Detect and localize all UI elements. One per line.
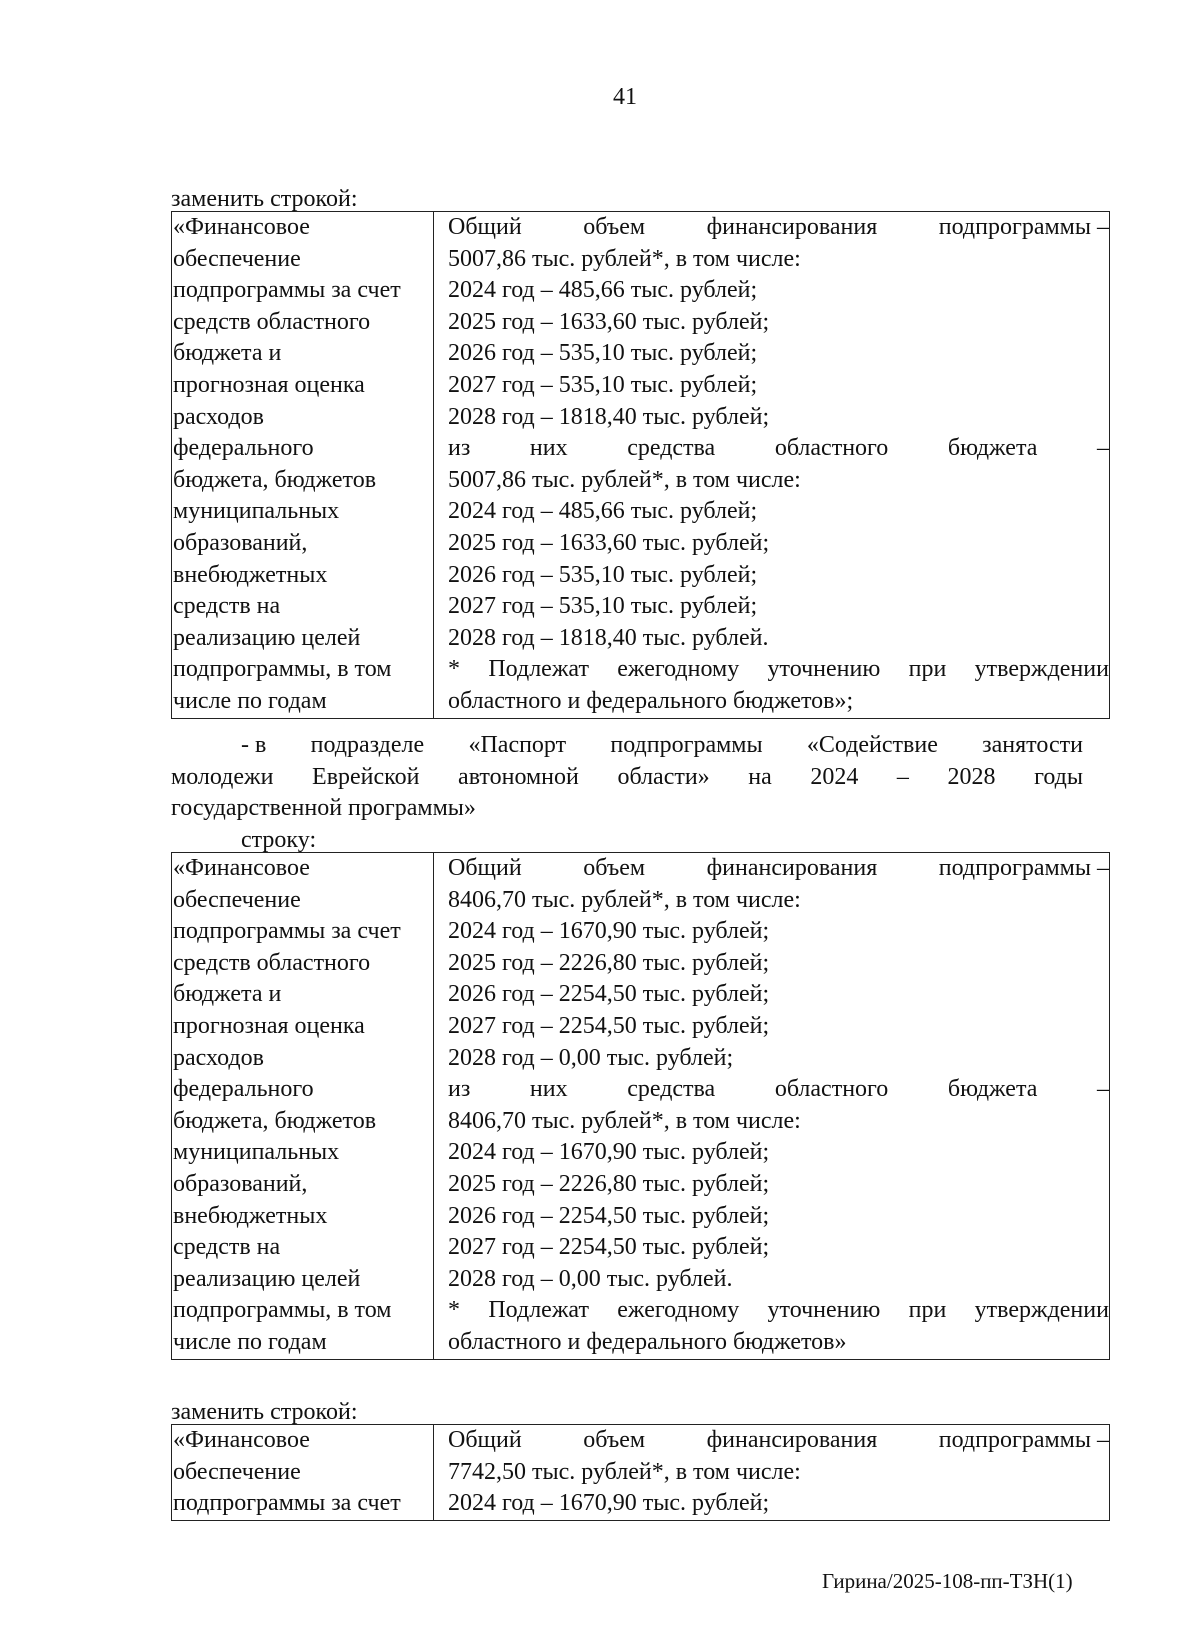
- left-line: подпрограммы за счет: [173, 1490, 401, 1517]
- word: годы: [1034, 763, 1083, 790]
- word: Подлежат: [488, 656, 589, 683]
- left-line: муниципальных: [173, 1139, 340, 1166]
- word: –: [1096, 1076, 1109, 1103]
- left-line: подпрограммы за счет: [173, 277, 401, 304]
- left-line: бюджета, бюджетов: [173, 1107, 377, 1134]
- table-row: [172, 212, 1110, 719]
- left-line: подпрограммы, в том: [173, 656, 392, 683]
- total-line: [448, 1425, 1109, 1457]
- left-line: обеспечение: [173, 886, 301, 913]
- word: –: [1096, 435, 1109, 462]
- left-line: внебюджетных: [173, 561, 328, 588]
- table-2: [171, 852, 1110, 1360]
- note-end: областного и федерального бюджетов»: [448, 1328, 847, 1355]
- year-line: 2026 год – 535,10 тыс. рублей;: [448, 561, 758, 588]
- note-line: [448, 1295, 1109, 1327]
- year-line: 2028 год – 1818,40 тыс. рублей;: [448, 403, 770, 430]
- word: Подлежат: [488, 1297, 589, 1324]
- total-value: 5007,86 тыс. рублей*, в том числе:: [448, 245, 801, 272]
- table-3-left-cell: [172, 1425, 434, 1521]
- word: подпрограммы: [610, 732, 763, 758]
- table-2-right-cell: [434, 853, 1110, 1360]
- total-line: [448, 212, 1109, 244]
- table-row: [172, 1425, 1110, 1521]
- word: бюджета: [947, 1076, 1038, 1103]
- left-line: прогнозная оценка: [173, 371, 365, 398]
- word: ежегодному: [617, 1297, 740, 1324]
- word: подпрограммы –: [938, 1427, 1109, 1453]
- note-end: областного и федерального бюджетов»;: [448, 687, 854, 714]
- page-number: 41: [613, 84, 637, 110]
- table-1-right-cell: [434, 212, 1110, 719]
- left-line: подпрограммы за счет: [173, 918, 401, 945]
- year-line: 2028 год – 0,00 тыс. рублей.: [448, 1265, 733, 1292]
- left-line: расходов: [173, 1044, 264, 1071]
- total-line: [448, 853, 1109, 885]
- year-line: 2025 год – 1633,60 тыс. рублей;: [448, 529, 770, 556]
- left-line: подпрограммы, в том: [173, 1297, 392, 1324]
- word: области»: [617, 763, 710, 790]
- replace-label-1: заменить строкой:: [171, 186, 358, 212]
- year-line: 2024 год – 485,66 тыс. рублей;: [448, 277, 758, 304]
- word: на: [748, 763, 772, 790]
- left-line: образований,: [173, 1170, 308, 1197]
- left-line: «Финансовое: [173, 1427, 310, 1453]
- word: занятости: [982, 732, 1083, 758]
- year-line: 2024 год – 1670,90 тыс. рублей;: [448, 918, 770, 945]
- word: объем: [583, 214, 646, 240]
- replace-label-2: заменить строкой:: [171, 1399, 358, 1425]
- table-1: [171, 211, 1110, 719]
- table-1-left-cell: [172, 212, 434, 719]
- word: них: [529, 435, 568, 462]
- word: финансирования: [706, 1427, 878, 1453]
- word: объем: [583, 1427, 646, 1453]
- word: утверждении: [974, 656, 1109, 683]
- word: подразделе: [310, 732, 425, 758]
- subsection-paragraph: [171, 730, 1083, 825]
- left-line: реализацию целей: [173, 1265, 361, 1292]
- left-line: бюджета и: [173, 981, 282, 1008]
- word: при: [908, 656, 947, 683]
- row-label: строку:: [241, 827, 317, 853]
- year-line: 2027 год – 535,10 тыс. рублей;: [448, 593, 758, 620]
- word: средства: [627, 435, 716, 462]
- year-line: 2025 год – 1633,60 тыс. рублей;: [448, 308, 770, 335]
- year-line: 2028 год – 1818,40 тыс. рублей.: [448, 624, 769, 651]
- paragraph-line: государственной программы»: [171, 795, 476, 822]
- left-line: бюджета, бюджетов: [173, 466, 377, 493]
- year-line: 2027 год – 2254,50 тыс. рублей;: [448, 1234, 770, 1261]
- word: *: [448, 1297, 460, 1324]
- word: объем: [583, 855, 646, 881]
- left-line: прогнозная оценка: [173, 1012, 365, 1039]
- regional-line: [448, 1074, 1109, 1106]
- word: финансирования: [706, 855, 878, 881]
- word: подпрограммы –: [938, 214, 1109, 240]
- left-line: обеспечение: [173, 245, 301, 272]
- year-line: 2025 год – 2226,80 тыс. рублей;: [448, 1170, 770, 1197]
- paragraph-line: [171, 730, 1083, 762]
- word: уточнению: [767, 1297, 881, 1324]
- word: средства: [627, 1076, 716, 1103]
- table-3: [171, 1424, 1110, 1521]
- word: уточнению: [767, 656, 881, 683]
- year-line: 2024 год – 1670,90 тыс. рублей;: [448, 1490, 770, 1517]
- left-line: реализацию целей: [173, 624, 361, 651]
- word: бюджета: [947, 435, 1038, 462]
- word: Общий: [448, 1427, 522, 1453]
- year-line: 2025 год – 2226,80 тыс. рублей;: [448, 949, 770, 976]
- regional-value: 5007,86 тыс. рублей*, в том числе:: [448, 466, 801, 493]
- word: подпрограммы –: [938, 855, 1109, 881]
- left-line: внебюджетных: [173, 1202, 328, 1229]
- table-2-left-cell: [172, 853, 434, 1360]
- left-line: образований,: [173, 529, 308, 556]
- footer-code: Гирина/2025-108-пп-ТЗН(1): [822, 1569, 1073, 1593]
- left-line: числе по годам: [173, 687, 327, 714]
- left-line: обеспечение: [173, 1458, 301, 1485]
- word: областного: [774, 1076, 889, 1103]
- year-line: 2028 год – 0,00 тыс. рублей;: [448, 1044, 734, 1071]
- word: *: [448, 656, 460, 683]
- paragraph-line: [171, 762, 1083, 794]
- year-line: 2026 год – 2254,50 тыс. рублей;: [448, 981, 770, 1008]
- total-value: 8406,70 тыс. рублей*, в том числе:: [448, 886, 801, 913]
- regional-value: 8406,70 тыс. рублей*, в том числе:: [448, 1107, 801, 1134]
- table-3-right-cell: [434, 1425, 1110, 1521]
- word: утверждении: [974, 1297, 1109, 1324]
- year-line: 2027 год – 2254,50 тыс. рублей;: [448, 1012, 770, 1039]
- word: из: [448, 435, 471, 462]
- word: из: [448, 1076, 471, 1103]
- word: при: [908, 1297, 947, 1324]
- word: Общий: [448, 214, 522, 240]
- word: автономной: [458, 763, 579, 790]
- left-line: расходов: [173, 403, 264, 430]
- word: - в: [241, 732, 267, 758]
- year-line: 2027 год – 535,10 тыс. рублей;: [448, 371, 758, 398]
- year-line: 2026 год – 535,10 тыс. рублей;: [448, 340, 758, 367]
- left-line: федерального: [173, 1076, 314, 1103]
- word: ежегодному: [617, 656, 740, 683]
- word: –: [896, 763, 909, 790]
- left-line: федерального: [173, 435, 314, 462]
- word: Еврейской: [312, 763, 420, 790]
- word: «Содействие: [806, 732, 938, 758]
- left-line: муниципальных: [173, 498, 340, 525]
- word: областного: [774, 435, 889, 462]
- word: финансирования: [706, 214, 878, 240]
- year-line: 2026 год – 2254,50 тыс. рублей;: [448, 1202, 770, 1229]
- word: «Паспорт: [468, 732, 567, 758]
- left-line: бюджета и: [173, 340, 282, 367]
- word: 2028: [947, 763, 996, 790]
- year-line: 2024 год – 1670,90 тыс. рублей;: [448, 1139, 770, 1166]
- left-line: «Финансовое: [173, 214, 310, 240]
- total-value: 7742,50 тыс. рублей*, в том числе:: [448, 1458, 801, 1485]
- word: них: [529, 1076, 568, 1103]
- left-line: средств на: [173, 1234, 281, 1261]
- left-line: средств областного: [173, 949, 371, 976]
- left-line: «Финансовое: [173, 855, 310, 881]
- note-line: [448, 654, 1109, 686]
- left-line: средств на: [173, 593, 281, 620]
- left-line: средств областного: [173, 308, 371, 335]
- regional-line: [448, 433, 1109, 465]
- table-row: [172, 853, 1110, 1360]
- word: Общий: [448, 855, 522, 881]
- left-line: числе по годам: [173, 1328, 327, 1355]
- word: молодежи: [171, 763, 274, 790]
- word: 2024: [810, 763, 859, 790]
- year-line: 2024 год – 485,66 тыс. рублей;: [448, 498, 758, 525]
